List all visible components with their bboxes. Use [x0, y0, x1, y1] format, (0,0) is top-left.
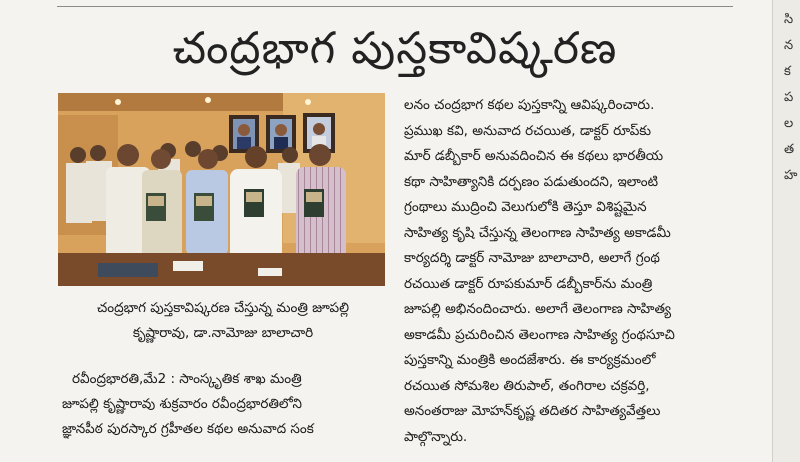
- held-book: [304, 189, 324, 217]
- edge-fragment: త: [784, 142, 795, 157]
- held-book: [244, 189, 264, 217]
- edge-fragment: క: [784, 64, 791, 79]
- article-line: సాహిత్య కృషి చేస్తున్న తెలంగాణ సాహిత్య అకాడమీ: [404, 224, 671, 241]
- edge-fragment: ల: [784, 116, 794, 131]
- article-column-right: [404, 93, 734, 450]
- held-book: [146, 193, 166, 221]
- article-line: రచయిత డాక్టర్ రూపకుమార్ డబ్బీకార్‌ను మంత్రి: [404, 275, 653, 292]
- article-line: జూపల్లి కృష్ణారావు శుక్రవారం రవీంద్రభారతిలోని: [62, 396, 302, 412]
- article-line: రచయిత సోమశిల తిరుపాల్, తంగిరాల చక్రవర్తి,: [404, 377, 650, 394]
- article-line: అకాడమీ ప్రచురించిన తెలంగాణ సాహిత్య గ్రంథసూచి: [404, 326, 675, 343]
- photo-caption: [58, 296, 388, 346]
- caption-line: చంద్రభాగ పుస్తకావిష్కరణ చేస్తున్న మంత్రి జూపల్లి: [96, 300, 349, 316]
- top-rule: [57, 6, 733, 7]
- article-line: రవీంద్రభారతి,మే2 : సాంస్కృతిక శాఖ మంత్రి: [72, 371, 302, 387]
- article-column-left: [62, 367, 390, 442]
- article-line: లనం చంద్రభాగ కథల పుస్తకాన్ని ఆవిష్కరించారు.: [404, 97, 655, 113]
- article-line: పాల్గొన్నారు.: [404, 428, 468, 445]
- article-line: పుస్తకాన్ని మంత్రికి అందజేశారు. ఈ కార్యక్రమంలో: [404, 352, 656, 368]
- caption-line: కృష్ణారావు, డా.నామోజు బాలాచారి: [132, 325, 314, 341]
- event-photo: [58, 93, 385, 286]
- held-book: [194, 193, 214, 221]
- edge-fragment: సి: [784, 12, 794, 27]
- article-line: ప్రముఖ కవి, అనువాద రచయిత, డాక్టర్ రూప్‌కు: [404, 122, 652, 139]
- headline: చంద్రభాగ పుస్తకావిష్కరణ: [172, 23, 618, 74]
- article-line: మార్ డబ్బీకార్ అనువదించిన ఈ కథలు భారతీయ: [404, 148, 664, 164]
- article-line: కార్యదర్శి డాక్టర్ నామోజు బాలాచారి, అలాగే గ్రంథ: [404, 250, 660, 266]
- edge-fragment: న: [784, 38, 794, 53]
- edge-fragment: ప: [784, 90, 794, 105]
- article-line: కథా సాహిత్యానికి దర్పణం పడుతుందని, ఇలాంటి: [404, 173, 659, 190]
- article-line: జ్ఞానపీఠ పురస్కార గ్రహీతల కథల అనువాద సంక: [62, 421, 314, 437]
- edge-fragment: హ: [784, 168, 798, 183]
- article-line: గ్రంథాలు ముద్రించి వెలుగులోకి తెస్తూ విశిష్టమైన: [404, 199, 647, 215]
- article-line: జూపల్లి అభినందించారు. అలాగే తెలంగాణ సాహిత్య: [404, 301, 672, 317]
- article-line: అనంతరాజు మోహన్‌కృష్ణ తదితర సాహిత్యవేత్తలు: [404, 403, 661, 419]
